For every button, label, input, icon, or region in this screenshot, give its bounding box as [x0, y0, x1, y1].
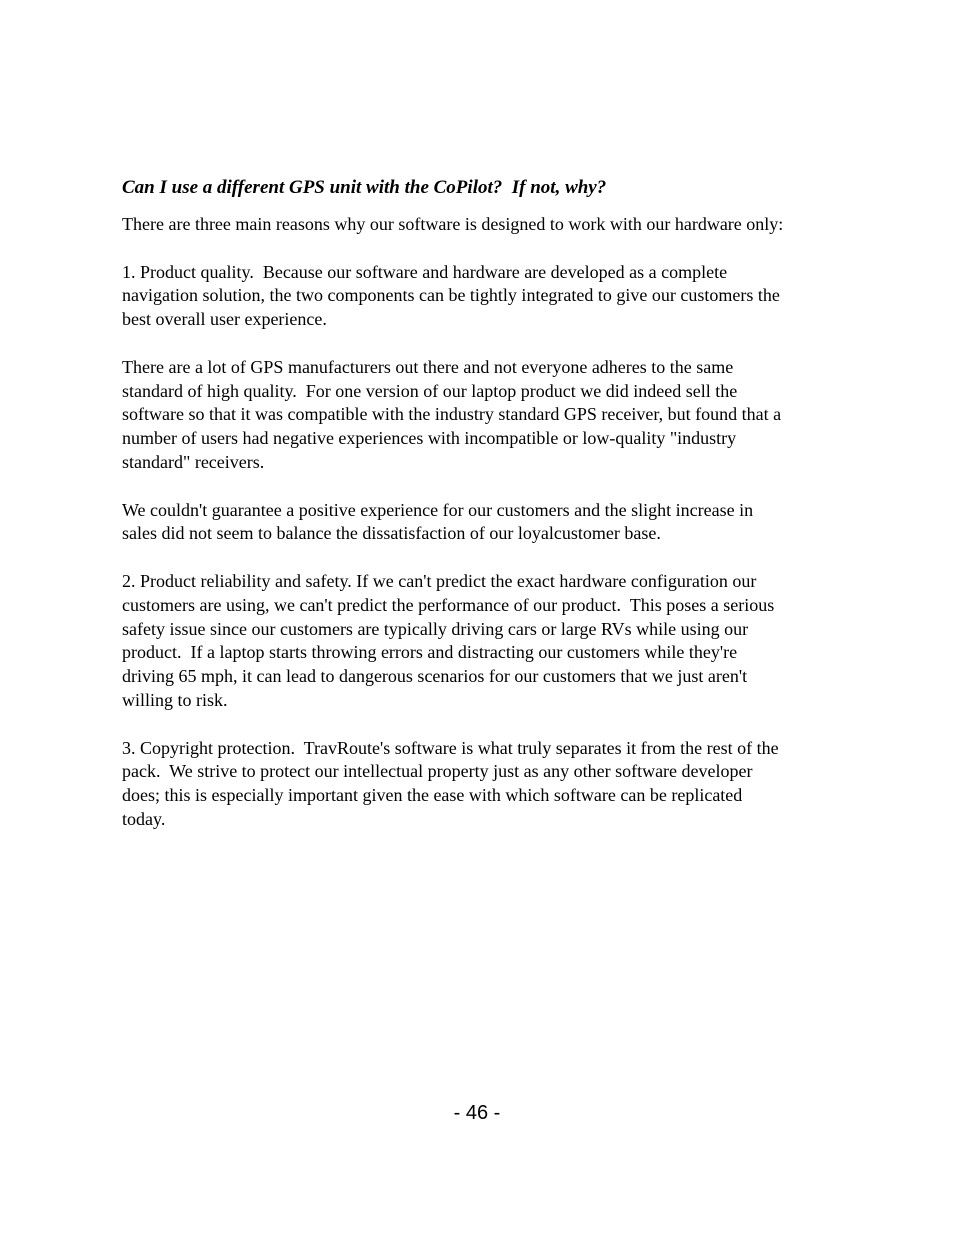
reliability-safety-paragraph: 2. Product reliability and safety. If we can't predict the exact hardware configuration our customers are using, we can't predict the performance of our product. This poses a serious safety issue since our customers are typically driving cars or large RVs while using our product. If a laptop starts throwing errors and distracting our customers while they're driving 65 mph, it can lead to dangerous scenarios for our customers that we just aren't willing to risk. — [122, 570, 775, 710]
page-content — [122, 176, 862, 856]
page-number: - 46 - — [453, 1102, 501, 1124]
customer-experience-paragraph: We couldn't guarantee a positive experience for our customers and the slight increase in sales did not seem to balance the dissatisfaction of our loyalcustomer base. — [122, 499, 754, 544]
copyright-protection-paragraph: 3. Copyright protection. TravRoute's software is what truly separates it from the rest of the pack. We strive to protect our intellectual property just as any other software developer does; this is especially important given the ease with which software can be replicated today. — [122, 737, 779, 829]
product-quality-paragraph: 1. Product quality. Because our software and hardware are developed as a complete navigation solution, the two components can be tightly integrated to give our customers the best overall user experience. — [122, 261, 780, 330]
intro-paragraph: There are three main reasons why our software is designed to work with our hardware only: — [122, 214, 784, 234]
gps-manufacturers-paragraph: There are a lot of GPS manufacturers out there and not everyone adheres to the same standard of high quality. For one version of our laptop product we did indeed sell the software so that it was compatible with the industry standard GPS receiver, but found that a number of users had negative experiences with incompatible or low-quality "industry standard" receivers. — [122, 356, 782, 472]
section-heading: Can I use a different GPS unit with the CoPilot? If not, why? — [122, 177, 607, 198]
